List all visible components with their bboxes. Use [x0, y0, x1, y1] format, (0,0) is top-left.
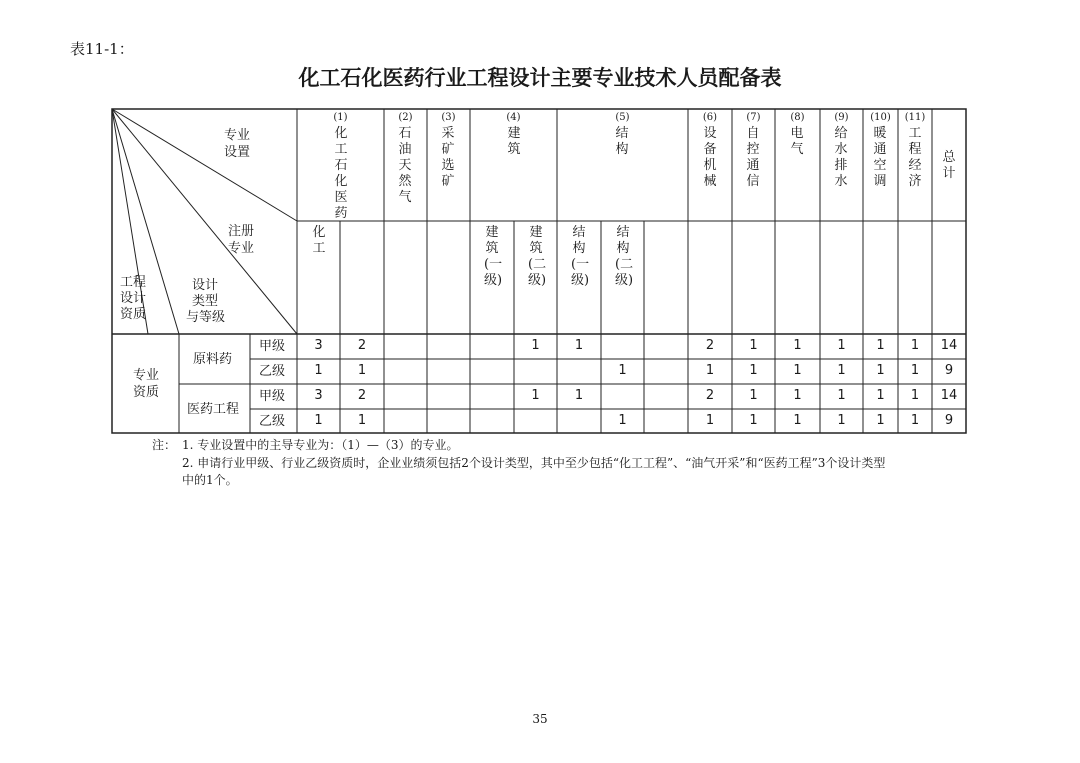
table-cell: 2 [357, 338, 367, 353]
header-name-8: 电气 [790, 126, 804, 157]
corner-label-sheji2: 设计 [120, 291, 147, 306]
registered-jiegou-2: 结构(二级) [615, 225, 634, 288]
corner-label-zhuce-zhuanye: 专业 [228, 241, 255, 256]
header-num-4: (4) [506, 112, 521, 123]
table-cell: 1 [749, 363, 758, 378]
table-cell [427, 384, 470, 409]
note-1: 1. 专业设置中的主导专业为：（1）—（3）的专业。 [182, 438, 459, 452]
table-cell: 2 [357, 388, 367, 403]
side-label-jia-2: 甲级 [259, 389, 286, 404]
table-cell: 1 [314, 363, 323, 378]
table-cell: 1 [876, 338, 885, 353]
table-cell [601, 334, 644, 359]
header-name-4: 建筑 [507, 126, 521, 157]
table-cell: 9 [944, 413, 954, 428]
header-num-2: (2) [398, 112, 413, 123]
notes-prefix: 注： [152, 438, 177, 452]
table-cell: 1 [574, 388, 584, 403]
header-name-5: 结构 [615, 126, 629, 157]
table-cell: 1 [876, 388, 885, 403]
table-cell: 14 [940, 388, 958, 403]
table-cell [644, 409, 688, 434]
registered-jianzhu-1: 建筑(一级) [484, 225, 503, 288]
table-cell: 1 [793, 413, 802, 428]
table-cell: 1 [749, 413, 758, 428]
corner-label-gongcheng: 工程 [120, 275, 147, 290]
table-cell: 2 [705, 388, 715, 403]
table-cell [557, 359, 601, 384]
table-title: 化工石化医药行业工程设计主要专业技术人员配备表 [298, 66, 782, 90]
table-cell: 1 [876, 413, 885, 428]
side-label-jia-1: 甲级 [259, 339, 286, 354]
header-num-6: (6) [702, 112, 718, 123]
header-num-7: (7) [746, 112, 761, 123]
table-cell: 9 [944, 363, 954, 378]
side-label-zizhi: 资质 [133, 385, 160, 400]
table-cell [644, 334, 688, 359]
table-cell: 2 [705, 338, 715, 353]
side-label-yi-1: 乙级 [259, 364, 286, 379]
note-2a: 2. 申请行业甲级、行业乙级资质时，企业业绩须包括2个设计类型，其中至少包括“化工工程”、“油气开采”和“医药工程”3个设计类型 [182, 456, 886, 470]
table-cell [470, 384, 514, 409]
table-cell [644, 359, 688, 384]
table-cell: 1 [314, 413, 323, 428]
table-cell [427, 334, 470, 359]
table-cell: 1 [837, 363, 846, 378]
table-cell: 1 [910, 413, 920, 428]
table-cell: 1 [749, 338, 758, 353]
table-cell: 1 [531, 338, 540, 353]
header-num-1: (1) [333, 112, 348, 123]
table-label: 表11-1： [70, 40, 134, 58]
table-cell: 1 [793, 363, 802, 378]
table-cell: 1 [876, 363, 885, 378]
table-cell [470, 409, 514, 434]
registered-jiegou-1: 结构(一级) [571, 225, 590, 288]
header-name-10: 暖通空调 [873, 126, 887, 189]
header-num-5: (5) [615, 112, 630, 123]
table-cell [601, 384, 644, 409]
header-num-10: (10) [870, 112, 891, 123]
table-cell: 3 [314, 338, 323, 353]
table-cell [427, 409, 470, 434]
header-num-11: (11) [904, 112, 926, 123]
table-cell [514, 359, 557, 384]
table-cell: 1 [574, 338, 584, 353]
table-cell: 1 [910, 338, 920, 353]
header-name-3: 采矿选矿 [441, 126, 455, 189]
corner-label-zhuanye: 专业 [224, 128, 251, 143]
corner-label-sheji: 设计 [192, 278, 219, 293]
table-cell: 1 [793, 338, 802, 353]
header-name-6: 设备机械 [703, 126, 717, 189]
table-cell: 1 [531, 388, 540, 403]
table-cell: 1 [837, 413, 846, 428]
table-cell: 14 [940, 338, 958, 353]
table-cell: 1 [618, 363, 627, 378]
corner-label-shezhi: 设置 [224, 145, 251, 160]
registered-jianzhu-2: 建筑(二级) [528, 225, 547, 288]
side-label-yuanliaoyao: 原料药 [193, 352, 233, 367]
header-name-2: 石油天然气 [398, 126, 412, 205]
table-cell: 3 [314, 388, 323, 403]
header-num-9: (9) [834, 112, 849, 123]
table-cell: 1 [705, 363, 715, 378]
side-label-yiyao-gongcheng: 医药工程 [187, 402, 240, 417]
table-cell: 1 [910, 363, 920, 378]
table-cell [514, 409, 557, 434]
side-label-yi-2: 乙级 [259, 414, 286, 429]
table-cell [384, 384, 427, 409]
corner-label-leixing: 类型 [192, 294, 219, 309]
table-cell [470, 334, 514, 359]
side-label-zhuanye: 专业 [133, 368, 160, 383]
table-cell: 1 [910, 388, 920, 403]
table-cell: 1 [357, 413, 367, 428]
table-cell: 1 [749, 388, 758, 403]
table-cell [470, 359, 514, 384]
header-name-total: 总计 [942, 150, 956, 181]
table-cell [384, 359, 427, 384]
header-name-9: 给水排水 [834, 126, 848, 189]
table-cell: 1 [357, 363, 367, 378]
corner-label-zizhi: 资质 [120, 307, 147, 322]
header-name-1: 化工石化医药 [334, 126, 348, 221]
table-cell [557, 409, 601, 434]
header-name-7: 自控通信 [746, 126, 760, 189]
table-cell [427, 359, 470, 384]
table-cell: 1 [618, 413, 627, 428]
table-cell [384, 334, 427, 359]
table-cell [644, 384, 688, 409]
table-cell: 1 [837, 388, 846, 403]
header-name-11: 工程经济 [908, 126, 922, 189]
corner-label-dengji: 与等级 [186, 310, 226, 325]
header-num-3: (3) [441, 112, 456, 123]
table-cell: 1 [705, 413, 715, 428]
header-num-8: (8) [790, 112, 805, 123]
table-cell: 1 [793, 388, 802, 403]
note-2b: 中的1个。 [182, 473, 238, 487]
corner-label-zhuce: 注册 [228, 224, 255, 239]
table-cell: 1 [837, 338, 846, 353]
table-cell [384, 409, 427, 434]
page-number: 35 [532, 712, 548, 726]
registered-huagong: 化工 [312, 225, 326, 256]
